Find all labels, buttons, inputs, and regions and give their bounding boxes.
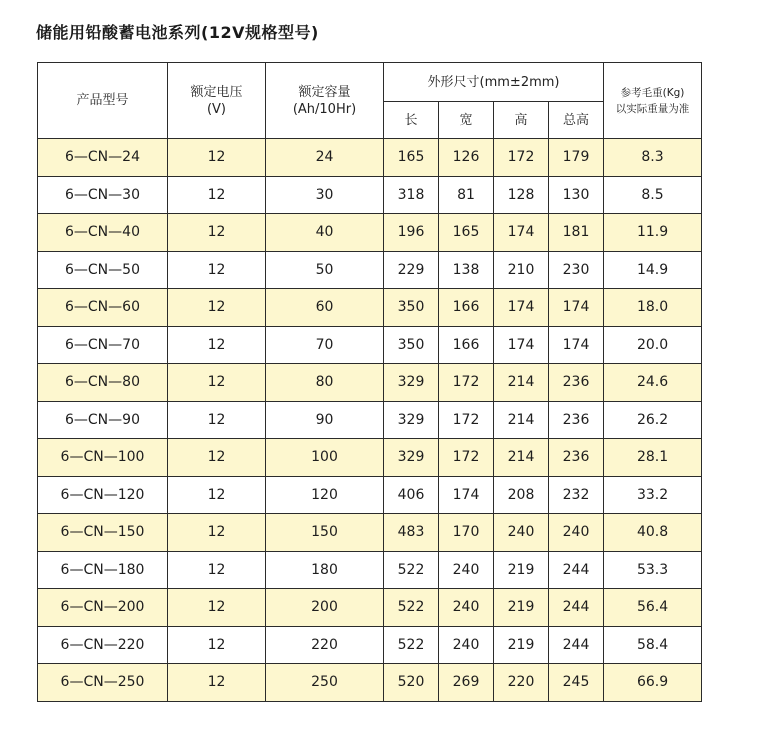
cell-capacity: 30: [266, 176, 384, 214]
cell-height: 174: [494, 326, 549, 364]
cell-weight: 8.5: [604, 176, 702, 214]
cell-capacity: 80: [266, 364, 384, 402]
cell-model: 6—CN—200: [38, 589, 168, 627]
cell-length: 522: [384, 626, 439, 664]
cell-voltage: 12: [168, 664, 266, 702]
cell-total-height: 232: [549, 476, 604, 514]
cell-voltage: 12: [168, 289, 266, 327]
cell-total-height: 244: [549, 589, 604, 627]
cell-total-height: 230: [549, 251, 604, 289]
header-capacity: [266, 63, 384, 139]
cell-model: 6—CN—40: [38, 214, 168, 252]
cell-height: 174: [494, 289, 549, 327]
cell-model: 6—CN—100: [38, 439, 168, 477]
cell-length: 350: [384, 289, 439, 327]
header-length: 长: [384, 102, 439, 139]
header-capacity-unit: (Ah/10Hr): [292, 101, 357, 117]
header-voltage-unit: (V): [206, 101, 227, 117]
cell-height: 128: [494, 176, 549, 214]
cell-width: 174: [439, 476, 494, 514]
cell-length: 520: [384, 664, 439, 702]
cell-width: 165: [439, 214, 494, 252]
cell-width: 172: [439, 401, 494, 439]
cell-width: 240: [439, 589, 494, 627]
cell-weight: 24.6: [604, 364, 702, 402]
cell-voltage: 12: [168, 139, 266, 177]
cell-total-height: 174: [549, 326, 604, 364]
cell-weight: 33.2: [604, 476, 702, 514]
table-row: [38, 439, 702, 477]
table-row: [38, 326, 702, 364]
cell-voltage: 12: [168, 589, 266, 627]
table-row: [38, 514, 702, 552]
header-dimensions: [384, 63, 604, 102]
cell-voltage: 12: [168, 439, 266, 477]
cell-voltage: 12: [168, 401, 266, 439]
table-row: [38, 401, 702, 439]
cell-capacity: 90: [266, 401, 384, 439]
battery-spec-table: [37, 62, 702, 702]
cell-model: 6—CN—24: [38, 139, 168, 177]
cell-length: 406: [384, 476, 439, 514]
cell-model: 6—CN—50: [38, 251, 168, 289]
cell-voltage: 12: [168, 514, 266, 552]
cell-length: 329: [384, 364, 439, 402]
cell-length: 329: [384, 439, 439, 477]
cell-total-height: 236: [549, 439, 604, 477]
cell-length: 350: [384, 326, 439, 364]
header-voltage: [168, 63, 266, 139]
cell-height: 172: [494, 139, 549, 177]
cell-height: 214: [494, 401, 549, 439]
cell-total-height: 181: [549, 214, 604, 252]
header-model-label: 产品型号: [76, 93, 129, 108]
cell-height: 220: [494, 664, 549, 702]
cell-length: 483: [384, 514, 439, 552]
table-row: [38, 364, 702, 402]
cell-total-height: 236: [549, 364, 604, 402]
cell-height: 174: [494, 214, 549, 252]
cell-capacity: 50: [266, 251, 384, 289]
table-row: [38, 289, 702, 327]
cell-capacity: 24: [266, 139, 384, 177]
cell-height: 208: [494, 476, 549, 514]
cell-length: 165: [384, 139, 439, 177]
cell-width: 240: [439, 626, 494, 664]
cell-height: 219: [494, 589, 549, 627]
cell-model: 6—CN—30: [38, 176, 168, 214]
header-dimensions-label: 外形尺寸(mm±2mm): [427, 74, 560, 90]
cell-length: 329: [384, 401, 439, 439]
cell-total-height: 244: [549, 626, 604, 664]
cell-weight: 58.4: [604, 626, 702, 664]
cell-capacity: 150: [266, 514, 384, 552]
cell-capacity: 220: [266, 626, 384, 664]
cell-capacity: 200: [266, 589, 384, 627]
cell-voltage: 12: [168, 176, 266, 214]
cell-total-height: 179: [549, 139, 604, 177]
table-body: [38, 139, 702, 702]
table-row: [38, 664, 702, 702]
cell-width: 269: [439, 664, 494, 702]
cell-weight: 56.4: [604, 589, 702, 627]
cell-weight: 66.9: [604, 664, 702, 702]
cell-capacity: 250: [266, 664, 384, 702]
cell-voltage: 12: [168, 326, 266, 364]
cell-model: 6—CN—220: [38, 626, 168, 664]
cell-capacity: 70: [266, 326, 384, 364]
cell-model: 6—CN—90: [38, 401, 168, 439]
cell-weight: 28.1: [604, 439, 702, 477]
cell-width: 170: [439, 514, 494, 552]
cell-total-height: 130: [549, 176, 604, 214]
cell-width: 240: [439, 551, 494, 589]
cell-height: 219: [494, 626, 549, 664]
cell-weight: 20.0: [604, 326, 702, 364]
cell-weight: 26.2: [604, 401, 702, 439]
cell-height: 219: [494, 551, 549, 589]
cell-capacity: 180: [266, 551, 384, 589]
cell-capacity: 100: [266, 439, 384, 477]
table-row: [38, 551, 702, 589]
cell-height: 214: [494, 364, 549, 402]
cell-capacity: 120: [266, 476, 384, 514]
cell-weight: 8.3: [604, 139, 702, 177]
cell-weight: 40.8: [604, 514, 702, 552]
cell-total-height: 244: [549, 551, 604, 589]
cell-model: 6—CN—150: [38, 514, 168, 552]
header-height: 高: [494, 102, 549, 139]
table-row: [38, 214, 702, 252]
cell-capacity: 60: [266, 289, 384, 327]
cell-voltage: 12: [168, 364, 266, 402]
cell-total-height: 174: [549, 289, 604, 327]
header-capacity-label: 额定容量: [298, 84, 351, 100]
table-row: [38, 626, 702, 664]
header-voltage-label: 额定电压: [190, 84, 243, 100]
cell-height: 240: [494, 514, 549, 552]
cell-weight: 11.9: [604, 214, 702, 252]
header-weight: [604, 63, 702, 139]
cell-length: 229: [384, 251, 439, 289]
header-width: 宽: [439, 102, 494, 139]
cell-width: 138: [439, 251, 494, 289]
cell-model: 6—CN—70: [38, 326, 168, 364]
cell-model: 6—CN—60: [38, 289, 168, 327]
cell-width: 81: [439, 176, 494, 214]
cell-length: 522: [384, 551, 439, 589]
cell-length: 196: [384, 214, 439, 252]
cell-height: 210: [494, 251, 549, 289]
cell-model: 6—CN—250: [38, 664, 168, 702]
header-weight-note: 以实际重量为准: [615, 102, 690, 115]
cell-length: 522: [384, 589, 439, 627]
header-total-height: 总高: [549, 102, 604, 139]
cell-voltage: 12: [168, 551, 266, 589]
cell-capacity: 40: [266, 214, 384, 252]
cell-voltage: 12: [168, 214, 266, 252]
cell-voltage: 12: [168, 476, 266, 514]
cell-total-height: 240: [549, 514, 604, 552]
cell-width: 166: [439, 289, 494, 327]
cell-width: 172: [439, 364, 494, 402]
cell-weight: 14.9: [604, 251, 702, 289]
cell-length: 318: [384, 176, 439, 214]
table-row: [38, 476, 702, 514]
cell-weight: 18.0: [604, 289, 702, 327]
cell-total-height: 245: [549, 664, 604, 702]
cell-voltage: 12: [168, 251, 266, 289]
table-row: [38, 251, 702, 289]
cell-total-height: 236: [549, 401, 604, 439]
cell-height: 214: [494, 439, 549, 477]
cell-width: 172: [439, 439, 494, 477]
cell-model: 6—CN—120: [38, 476, 168, 514]
table-row: [38, 589, 702, 627]
cell-width: 166: [439, 326, 494, 364]
table-row: [38, 176, 702, 214]
header-model: [38, 63, 168, 139]
page-title: 储能用铅酸蓄电池系列(12V规格型号): [36, 23, 319, 42]
cell-voltage: 12: [168, 626, 266, 664]
header-row-primary: [38, 63, 702, 102]
cell-model: 6—CN—80: [38, 364, 168, 402]
cell-weight: 53.3: [604, 551, 702, 589]
table-row: [38, 139, 702, 177]
cell-width: 126: [439, 139, 494, 177]
header-weight-label: 参考毛重(Kg): [620, 86, 685, 99]
cell-model: 6—CN—180: [38, 551, 168, 589]
